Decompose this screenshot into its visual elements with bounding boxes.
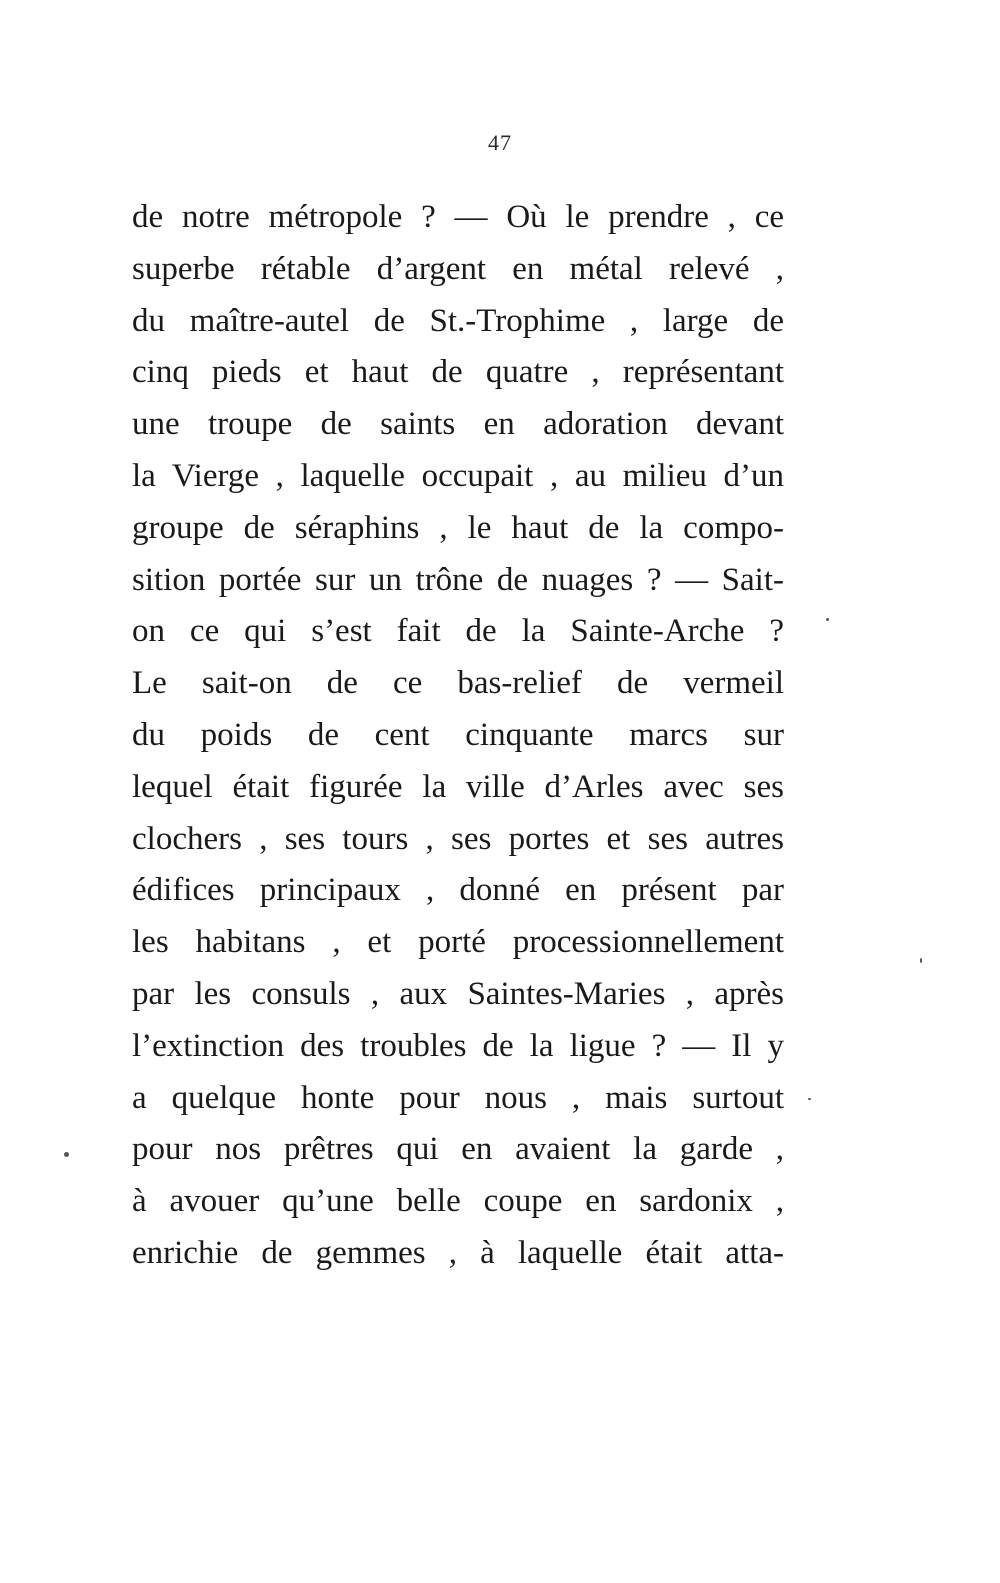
text-line: de notre métropole ? — Où le prendre , ce (132, 199, 784, 235)
text-line: sition portée sur un trône de nuages ? — Sait- (132, 561, 784, 598)
text-line: du poids de cent cinquante marcs sur (132, 716, 784, 753)
body-text (132, 192, 784, 1280)
text-line: Le sait-on de ce bas-relief de vermeil (132, 665, 784, 702)
scan-speck (920, 958, 922, 963)
text-line: l’extinction des troubles de la ligue ? — Il y (132, 1027, 784, 1064)
text-line: clochers , ses tours , ses portes et ses autres (132, 820, 784, 857)
text-line: édifices principaux , donné en présent par (132, 872, 784, 909)
text-line: pour nos prêtres qui en avaient la garde , (132, 1131, 784, 1168)
text-line: à avouer qu’une belle coupe en sardonix , (132, 1183, 784, 1220)
text-line: enrichie de gemmes , à laquelle était atta- (132, 1234, 784, 1271)
text-line: superbe rétable d’argent en métal relevé , (132, 250, 784, 287)
text-line: cinq pieds et haut de quatre , représentant (132, 354, 784, 391)
text-line: on ce qui s’est fait de la Sainte-Arche ? (132, 613, 784, 650)
text-line: groupe de séraphins , le haut de la compo- (132, 509, 784, 546)
text-line: par les consuls , aux Saintes-Maries , après (132, 975, 784, 1012)
page-number: 47 (488, 130, 512, 155)
text-line: les habitans , et porté processionnellement (132, 924, 784, 961)
scan-speck (64, 1152, 69, 1157)
text-line: la Vierge , laquelle occupait , au milieu d’un (132, 457, 784, 494)
text-line: a quelque honte pour nous , mais surtout (132, 1079, 784, 1116)
scan-speck (826, 618, 829, 621)
text-line: du maître-autel de St.-Trophime , large de (132, 302, 784, 339)
scan-speck (808, 1098, 811, 1100)
text-line: lequel était figurée la ville d’Arles avec ses (132, 768, 784, 805)
text-line: une troupe de saints en adoration devant (132, 406, 784, 443)
